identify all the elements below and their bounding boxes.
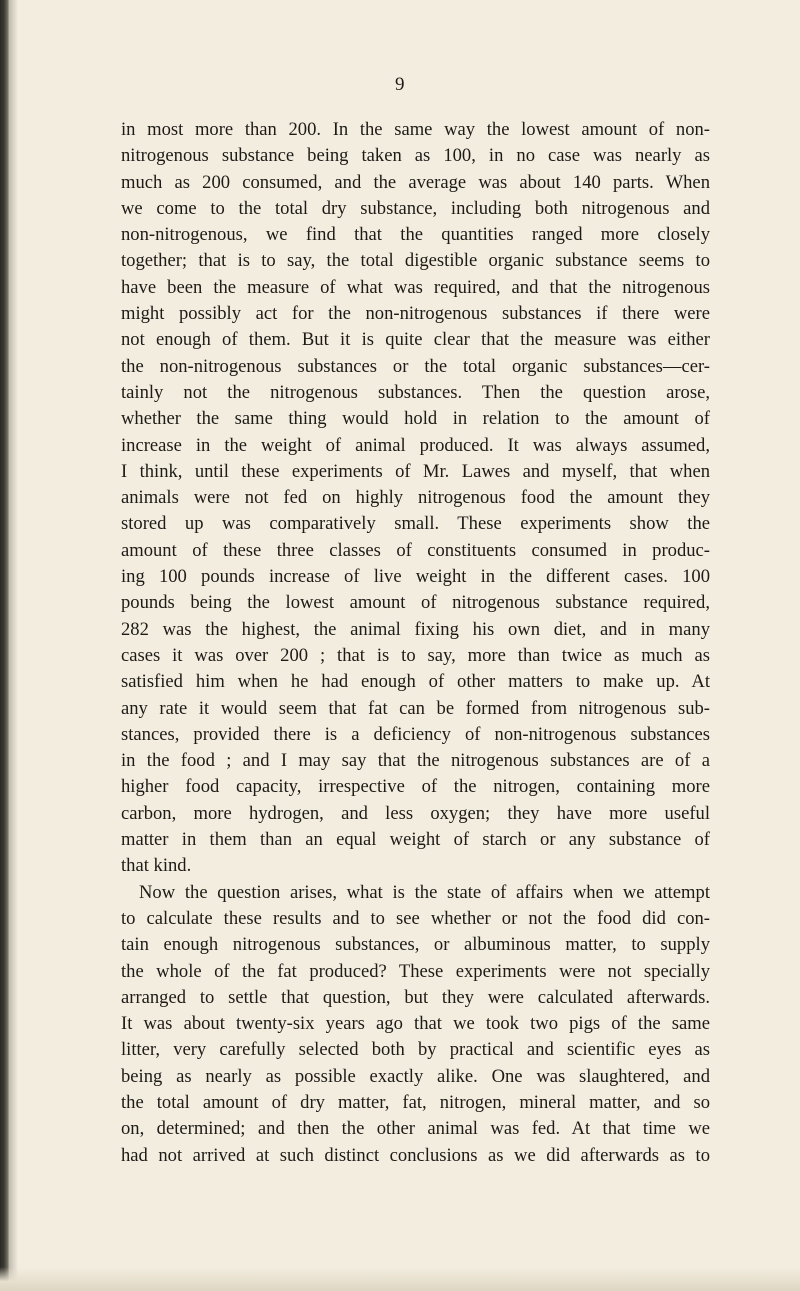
text-line: the non-nitrogenous substances or the total organic substances—cer- [121, 355, 710, 377]
text-line: any rate it would seem that fat can be formed from nitrogenous sub- [121, 697, 710, 719]
text-line: much as 200 consumed, and the average was about 140 parts. When [121, 171, 710, 193]
text-line: It was about twenty-six years ago that we took two pigs of the same [121, 1013, 710, 1035]
text-line: in the food ; and I may say that the nitrogenous substances are of a [121, 750, 710, 772]
text-line: had not arrived at such distinct conclusions as we did afterwards as to [121, 1144, 710, 1166]
text-line: litter, very carefully selected both by practical and scientific eyes as [121, 1039, 710, 1061]
text-line: stored up was comparatively small. These experiments show the [121, 513, 710, 535]
text-line: the total amount of dry matter, fat, nitrogen, mineral matter, and so [121, 1091, 710, 1113]
text-line: Now the question arises, what is the state of affairs when we attempt [139, 881, 710, 903]
text-line: I think, until these experiments of Mr. Lawes and myself, that when [121, 460, 710, 482]
text-line: on, determined; and then the other animal was fed. At that time we [121, 1118, 710, 1140]
text-line: being as nearly as possible exactly alike. One was slaughtered, and [121, 1065, 710, 1087]
text-line: whether the same thing would hold in relation to the amount of [121, 408, 710, 430]
text-line: cases it was over 200 ; that is to say, more than twice as much as [121, 644, 710, 666]
text-line: higher food capacity, irrespective of the nitrogen, containing more [121, 776, 710, 798]
text-line: amount of these three classes of constituents consumed in produc- [121, 539, 710, 561]
text-line: stances, provided there is a deficiency of non-nitrogenous substances [121, 723, 710, 745]
text-line: pounds being the lowest amount of nitrogenous substance required, [121, 592, 710, 614]
page-body-text [121, 117, 710, 1169]
text-line: animals were not fed on highly nitrogenous food the amount they [121, 487, 710, 509]
text-line: nitrogenous substance being taken as 100, in no case was nearly as [121, 145, 710, 167]
page-bottom-edge [0, 1267, 800, 1291]
text-line: carbon, more hydrogen, and less oxygen; they have more useful [121, 802, 710, 824]
text-line: increase in the weight of animal produced. It was always assumed, [121, 434, 710, 456]
paragraph-1 [121, 117, 710, 880]
text-line: ing 100 pounds increase of live weight in the different cases. 100 [121, 566, 710, 588]
paragraph-2 [121, 880, 710, 1169]
text-line: 282 was the highest, the animal fixing his own diet, and in many [121, 618, 710, 640]
text-line: in most more than 200. In the same way the lowest amount of non- [121, 119, 710, 140]
text-line: have been the measure of what was required, and that the nitrogenous [121, 276, 710, 298]
text-line: together; that is to say, the total digestible organic substance seems to [121, 250, 710, 272]
text-line: tain enough nitrogenous substances, or albuminous matter, to supply [121, 934, 710, 956]
text-line: satisfied him when he had enough of other matters to make up. At [121, 671, 710, 693]
text-line: we come to the total dry substance, including both nitrogenous and [121, 197, 710, 219]
text-line: tainly not the nitrogenous substances. Then the question arose, [121, 381, 710, 403]
text-line: might possibly act for the non-nitrogenous substances if there were [121, 303, 710, 325]
text-line: the whole of the fat produced? These experiments were not specially [121, 960, 710, 982]
text-line: that kind. [121, 855, 192, 877]
page-number: 9 [395, 74, 405, 95]
book-binding-edge [0, 0, 10, 1291]
gutter-shadow [10, 0, 18, 1291]
text-line: non-nitrogenous, we find that the quantities ranged more closely [121, 224, 710, 246]
text-line: to calculate these results and to see whether or not the food did con- [121, 907, 710, 929]
text-line: matter in them than an equal weight of starch or any substance of [121, 829, 710, 851]
text-line: arranged to settle that question, but they were calculated afterwards. [121, 986, 710, 1008]
text-line: not enough of them. But it is quite clear that the measure was either [121, 329, 710, 351]
